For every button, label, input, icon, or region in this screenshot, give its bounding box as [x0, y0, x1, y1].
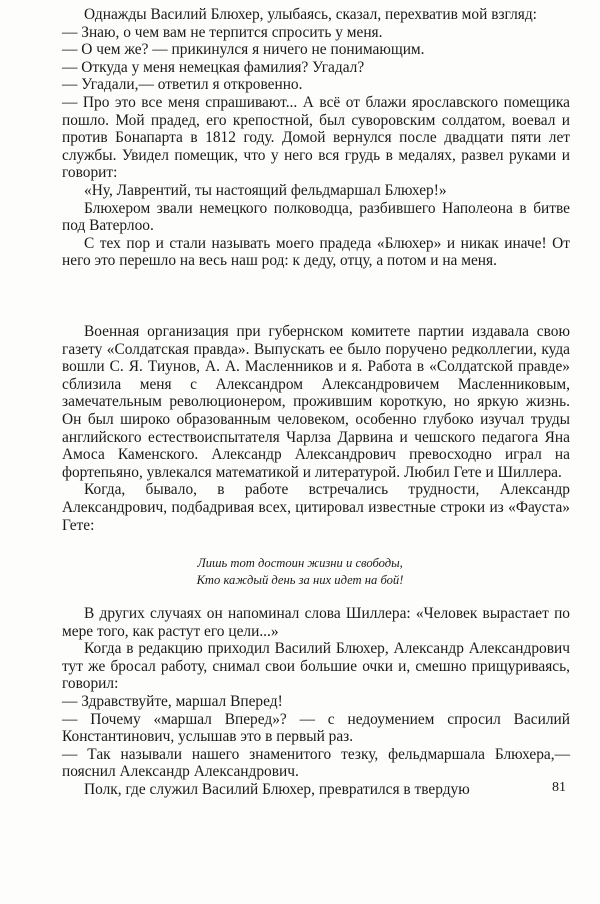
dialogue-line: — Знаю, о чем вам не терпится спросить у меня. [62, 23, 383, 41]
quote-line: «Ну, Лаврентий, ты настоящий фельдмаршал Блюхер!» [84, 181, 447, 199]
paragraph: Когда, бывало, в работе встречались трудности, Александр Александрович, подбадривая всех, цитировал известные строки из «Фауста» Гете: [62, 481, 570, 534]
dialogue-line: — Здравствуйте, маршал Вперед! [62, 692, 283, 710]
poem-line: Кто каждый день за них идет на бой! [196, 573, 404, 587]
dialogue-line: — Почему «маршал Вперед»? — с недоумением спросил Василий Константинович, услышав это в первый раз. [62, 710, 570, 746]
paragraph: Военная организация при губернском комитете партии издавала свою газету «Солдатская правда». Выпускать ее было поручено редколлегии, куда вошли С. Я. Тиунов, А. А. Масленников и я. Работа в «Солдатской правде» сблизила меня с Александром Александровичем Масленниковым, замечательным революционером, прожившим короткую, но яркую жизнь. Он был широко образованным человеком, особенно глубоко изучал труды английского естествоиспытателя Чарлза Дарвина и чешского педагога Яна Амоса Каменского. Александр Александрович превосходно играл на фортепьяно, увлекался математикой и литературой. Любил Гете и Шиллера. [62, 323, 570, 481]
dialogue-line: — Угадали,— ответил я откровенно. [62, 76, 303, 94]
dialogue-line: — О чем же? — прикинулся я ничего не понимающим. [62, 41, 425, 59]
poem-epigraph [0, 555, 600, 589]
paragraph: Блюхером звали немецкого полководца, разбившего Наполеона в битве под Ватерлоо. [62, 199, 570, 235]
dialogue-line: — Так называли нашего знаменитого тезку, фельдмаршала Блюхера,— пояснил Александр Александрович. [62, 745, 570, 781]
text-block-marshal-forward [62, 605, 570, 799]
paragraph: Когда в редакцию приходил Василий Блюхер, Александр Александрович тут же бросал работу, снимал свои большие очки и, смешно прищуриваясь, говорил: [62, 640, 570, 693]
text-block-soldier-truth [62, 323, 570, 534]
paragraph: В других случаях он напоминал слова Шиллера: «Человек вырастает по мере того, как растут его цели...» [62, 605, 570, 640]
dialogue-line: — Откуда у меня немецкая фамилия? Угадал? [62, 58, 365, 76]
paragraph: Однажды Василий Блюхер, улыбаясь, сказал, перехватив мой взгляд: [84, 6, 537, 23]
paragraph: С тех пор и стали называть моего прадеда «Блюхер» и никак иначе! От него это перешло на весь наш род: к деду, отцу, а потом и на меня. [62, 234, 570, 270]
poem-line: Лишь тот достоин жизни и свободы, [197, 556, 403, 570]
page-number: 81 [552, 780, 566, 795]
text-block-bluher-surname [62, 6, 570, 270]
dialogue-line: — Про это все меня спрашивают... А всё от блажи ярославского помещика пошло. Мой прадед, его крепостной, был суворовским солдатом, воевал и против Бонапарта в 1812 году. Домой вернулся после двадцати пяти лет службы. Увидел помещик, что у него вся грудь в медалях, развел руками и говорит: [62, 93, 570, 182]
paragraph: Полк, где служил Василий Блюхер, превратился в твердую [84, 780, 470, 798]
